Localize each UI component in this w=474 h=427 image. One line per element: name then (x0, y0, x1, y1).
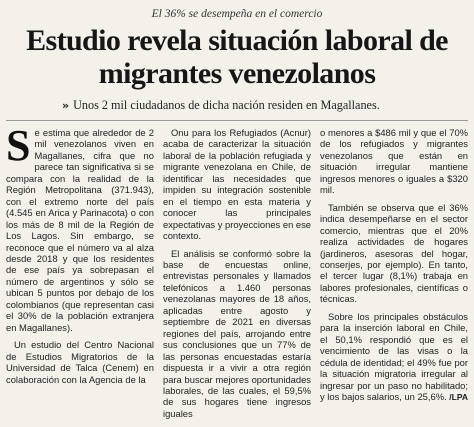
article-column-2 (163, 127, 311, 427)
article-subhead (6, 96, 468, 114)
paragraph: o menores a $486 mil y que el 70% de los refugiados y migrantes venezolanos que están en situación irregular mantiene ingresos menores o iguales a $320 mil. (320, 127, 468, 196)
paragraph: Onu para los Refugiados (Acnur) acaba de caracterizar la situación laboral de la población refugiada y migrante venezolana en Chile, de identificar las necesidades que impiden su integración sostenible en el tiempo en esta materia y conocer las principales expectativas y proyecciones en ese contexto. (163, 127, 311, 242)
double-chevron-right-icon: » (62, 99, 70, 112)
signoff-initials: LPA (451, 391, 468, 402)
paragraph: El análisis se conformó sobre la base de encuestas online, entrevistas personales y llamados telefónicos a 1.460 personas venezolanas mayores de 18 años, aplicadas entre agosto y septiembre de 2021 en diversas regiones del país, arrojando entre sus conclusiones que un 77% de las personas encuestadas estaría dispuesta ir a vivir a otra región para buscar mejores oportunidades laborales, de las cuales, el 59,5% de sus hogares tiene ingresos iguales (163, 247, 311, 419)
paragraph (320, 311, 468, 404)
article-kicker: El 36% se desempeña en el comercio (151, 8, 323, 20)
paragraph-text: e estima que alrededor de 2 mil venezolanos viven en Magallanes, cifra que no parece tan significativa si se compara con la realidad de la Región Metropolitana (371.943), con el extremo norte del país (4.545 en Arica y Parinacota) o con los más de 8 mil de la Región de Los Lagos. Sin embargo, se reconoce que el número va al alza desde 2018 y que los residentes de ese país ya sobrepasan el número de argentinos y sólo se ubican 5 puntos por debajo de los colombianos (que representan casi el 30% de la población extranjera en Magallanes). (6, 127, 154, 333)
paragraph-text: Sobre los principales obstáculos para la inserción laboral en Chile, el 50,1% respondió que es el vencimiento de las visas o la cédula de identidad; el 49% fue por la situación migratoria irregular al ingresar por un paso no habilitado; y los bajos salarios, un 25,6%. (320, 310, 468, 402)
paragraph: También se observa que el 36% indica desempeñarse en el sector comercio, mientras que el 20% realiza actividades de hogares (jardineros, asesoras del hogar, conserjes, por ejemplo). En tanto, el tercer lugar (8,1%) trabaja en labores profesionales, científicas o técnicas. (320, 201, 468, 305)
divider-rule (6, 120, 468, 121)
article-signoff: /LPA (449, 391, 468, 402)
paragraph: Un estudio del Centro Nacional de Estudios Migratorios de la Universidad de Talca (Cenem) en colaboración con la Agencia de la (6, 339, 154, 385)
article-headline: Estudio revela situación laboral de migrantes venezolanos (26, 24, 448, 90)
article-body (6, 127, 468, 427)
article-subhead-text: Unos 2 mil ciudadanos de dicha nación residen en Magallanes. (73, 98, 380, 112)
paragraph (6, 127, 154, 333)
article-column-3 (320, 127, 468, 427)
article-column-1 (6, 127, 154, 427)
drop-cap: S (6, 127, 31, 170)
